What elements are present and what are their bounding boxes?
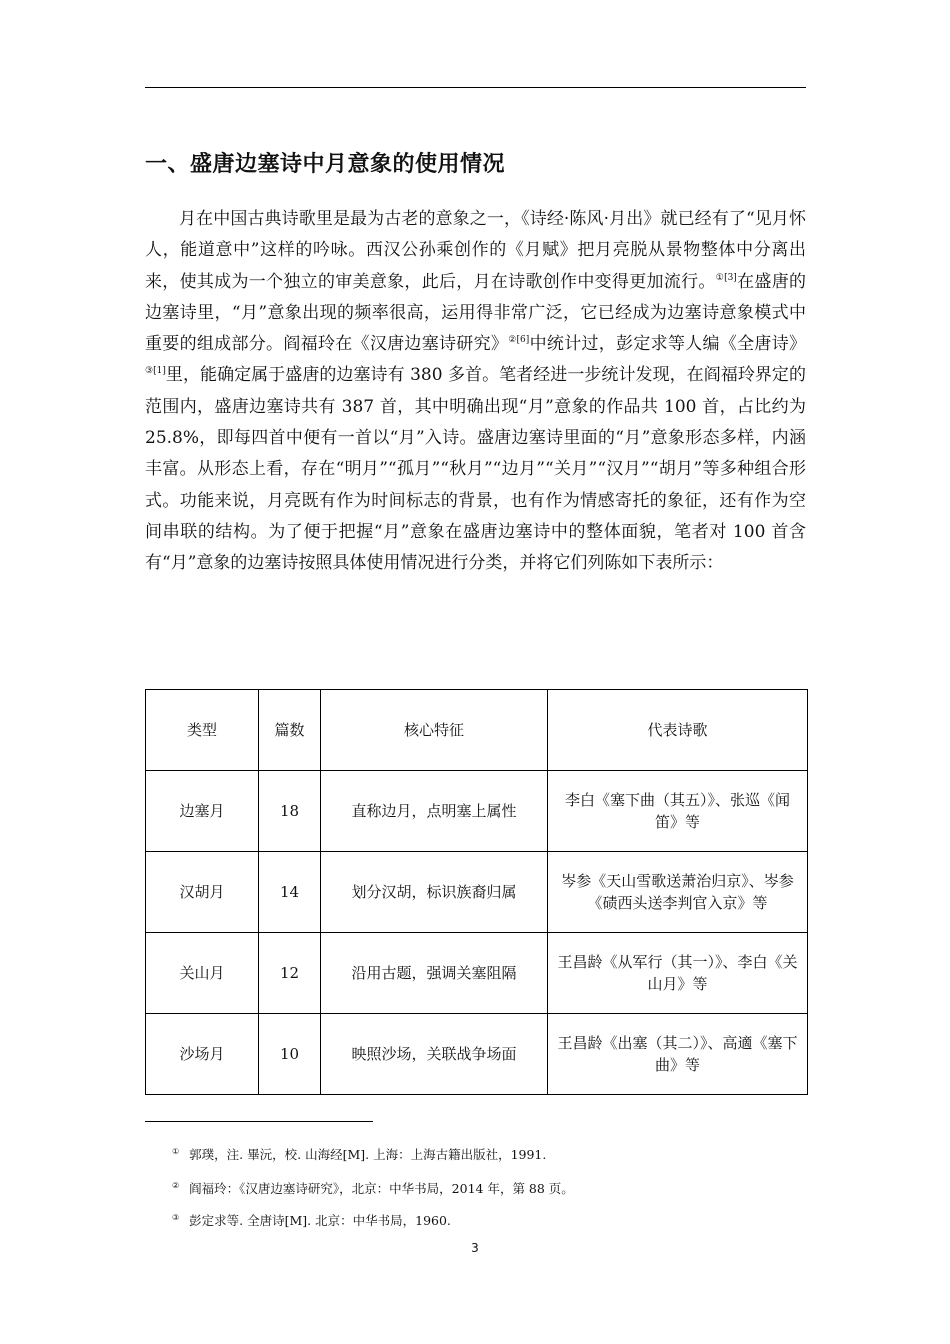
footnote-ref-2[interactable]: ②[6] — [508, 335, 530, 346]
footnote-1 — [172, 1144, 546, 1163]
footnote-3 — [172, 1210, 451, 1229]
page-number: 3 — [471, 1241, 479, 1255]
table-row — [146, 852, 808, 933]
table-row — [146, 771, 808, 852]
table-row — [146, 1014, 808, 1095]
paragraph-text-2: 在盛唐的边塞诗里，“月”意象出现的频率很高，运用得非常广泛，它已经成为边塞诗意象模式中重要的组成部分。阎福玲在《汉唐边塞诗研究》 — [145, 271, 807, 355]
cell-poems: 王昌龄《从军行（其一）》、李白《关山月》等 — [548, 933, 808, 1014]
cell-poems: 李白《塞下曲（其五）》、张巡《闻笛》等 — [548, 771, 808, 852]
cell-count: 18 — [259, 771, 321, 852]
footnote-text: 阎福玲：《汉唐边塞诗研究》，北京：中华书局，2014 年，第 88 页。 — [189, 1181, 574, 1196]
cell-poems: 岑参《天山雪歌送萧治归京》、岑参《碛西头送李判官入京》等 — [548, 852, 808, 933]
cell-type: 沙场月 — [146, 1014, 259, 1095]
cell-type: 关山月 — [146, 933, 259, 1014]
cell-feature: 沿用古题，强调关塞阻隔 — [321, 933, 548, 1014]
footnote-text: 彭定求等. 全唐诗[M]. 北京：中华书局，1960. — [189, 1213, 451, 1228]
header-poems: 代表诗歌 — [548, 690, 808, 771]
header-rule — [145, 87, 806, 88]
moon-imagery-table — [145, 689, 808, 1095]
cell-type: 边塞月 — [146, 771, 259, 852]
cell-count: 14 — [259, 852, 321, 933]
cell-feature: 映照沙场，关联战争场面 — [321, 1014, 548, 1095]
header-count: 篇数 — [259, 690, 321, 771]
footnote-text: 郭璞，注. 畢沅，校. 山海经[M]. 上海：上海古籍出版社，1991. — [189, 1147, 547, 1162]
paragraph-text-3: 中统计过，彭定求等人编《全唐诗》 — [529, 334, 807, 355]
cell-feature: 划分汉胡，标识族裔归属 — [321, 852, 548, 933]
footnote-ref-3[interactable]: ③[1] — [145, 366, 166, 377]
section-heading: 一、盛唐边塞诗中月意象的使用情况 — [145, 152, 506, 177]
footnote-mark: ③ — [172, 1213, 180, 1222]
footnote-mark: ① — [172, 1147, 180, 1156]
header-feature: 核心特征 — [321, 690, 548, 771]
footnote-2 — [172, 1178, 574, 1197]
cell-count: 12 — [259, 933, 321, 1014]
header-type: 类型 — [146, 690, 259, 771]
cell-poems: 王昌龄《出塞（其二）》、高適《塞下曲》等 — [548, 1014, 808, 1095]
table-header-row — [146, 690, 808, 771]
cell-count: 10 — [259, 1014, 321, 1095]
footnote-separator — [145, 1121, 373, 1122]
cell-type: 汉胡月 — [146, 852, 259, 933]
footnote-mark: ② — [172, 1181, 180, 1190]
body-paragraph — [145, 204, 806, 580]
paragraph-text-4: 里，能确定属于盛唐的边塞诗有 380 多首。笔者经进一步统计发现，在阎福玲界定的范围内，盛唐边塞诗共有 387 首，其中明确出现“月”意象的作品共 100 首，占比约为 25.8%，即每四首中便有一首以“月”入诗。盛唐边塞诗里面的“月”意象形态多样，内涵丰富。从形态上看，存在“明月”“孤月”“秋月”“边月”“关月”“汉月”“胡月”等多种组合形式。功能来说，月亮既有作为时间标志的背景，也有作为情感寄托的象征，还有作为空间串联的结构。为了便于把握“月”意象在盛唐边塞诗中的整体面貌，笔者对 100 首含有“月”意象的边塞诗按照具体使用情况进行分类，并将它们列陈如下表所示： — [145, 365, 806, 574]
cell-feature: 直称边月，点明塞上属性 — [321, 771, 548, 852]
table-row — [146, 933, 808, 1014]
footnote-ref-1[interactable]: ①[3] — [715, 272, 737, 283]
paragraph-text-1: 月在中国古典诗歌里是最为古老的意象之一，《诗经·陈风·月出》就已经有了“见月怀人，能道意中”这样的吟咏。西汉公孙乘创作的《月赋》把月亮脱从景物整体中分离出来，使其成为一个独立的审美意象，此后，月在诗歌创作中变得更加流行。 — [145, 209, 806, 292]
